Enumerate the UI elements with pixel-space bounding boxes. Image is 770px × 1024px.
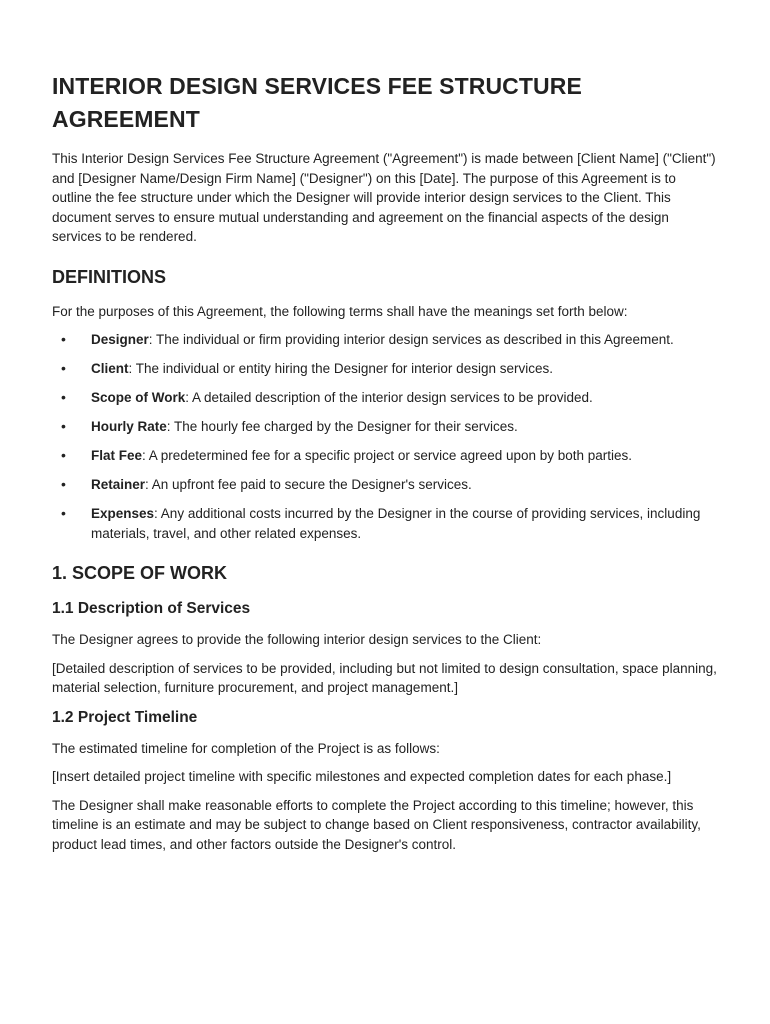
description-heading: 1.1 Description of Services: [52, 600, 251, 617]
document-title: INTERIOR DESIGN SERVICES FEE STRUCTURE AGREEMENT: [52, 73, 582, 132]
timeline-note: The Designer shall make reasonable efforts to complete the Project according to this timeline; however, this timeline is an estimate and may be subject to change based on Client responsiveness, contractor availability, product lead times, and other factors outside the Designer's control.: [52, 797, 701, 852]
bullet-icon: •: [61, 389, 66, 405]
definition-term: Hourly Rate: [91, 419, 167, 434]
definition-text: : A predetermined fee for a specific project or service agreed upon by both parties.: [142, 448, 633, 463]
intro-paragraph: This Interior Design Services Fee Structure Agreement ("Agreement") is made between [Client Name] ("Client") and [Designer Name/Design Firm Name] ("Designer") on this [Date]. The purpose of this Agreement is to outline the fee structure under which the Designer will provide interior design services to the Client. This document serves to ensure mutual understanding and agreement on the financial aspects of the design services to be rendered.: [52, 151, 716, 244]
definition-text: : The hourly fee charged by the Designer for their services.: [166, 419, 518, 434]
definition-term: Expenses: [91, 506, 155, 521]
definition-term: Retainer: [91, 477, 146, 492]
bullet-icon: •: [61, 418, 66, 434]
definition-item-flat-fee: [52, 446, 718, 466]
definition-text: : A detailed description of the interior design services to be provided.: [185, 390, 593, 405]
definition-item-client: [52, 359, 718, 379]
definition-item-expenses: [52, 504, 718, 543]
timeline-placeholder: [Insert detailed project timeline with specific milestones and expected completion dates for each phase.]: [52, 769, 672, 784]
definition-text: : The individual or firm providing interior design services as described in this Agreement.: [148, 332, 674, 347]
bullet-icon: •: [61, 447, 66, 463]
definitions-heading: DEFINITIONS: [52, 266, 167, 287]
definition-item-hourly-rate: [52, 417, 718, 437]
definition-text: : The individual or entity hiring the Designer for interior design services.: [128, 361, 553, 376]
description-lead: The Designer agrees to provide the following interior design services to the Client:: [52, 632, 542, 647]
scope-heading: 1. SCOPE OF WORK: [52, 563, 228, 583]
definition-term: Flat Fee: [91, 448, 143, 463]
definitions-list: [52, 330, 718, 543]
definition-term: Scope of Work: [91, 390, 186, 405]
bullet-icon: •: [61, 505, 66, 521]
definition-item-retainer: [52, 475, 718, 495]
definition-text: : An upfront fee paid to secure the Designer's services.: [145, 477, 472, 492]
definition-term: Client: [91, 361, 129, 376]
bullet-icon: •: [61, 331, 66, 347]
definition-term: Designer: [91, 332, 149, 347]
definition-text: : Any additional costs incurred by the Designer in the course of providing services, including materials, travel, and other related expenses.: [91, 506, 701, 541]
definition-item-designer: [52, 330, 718, 350]
definitions-lead: For the purposes of this Agreement, the following terms shall have the meanings set forth below:: [52, 303, 628, 319]
description-placeholder: [Detailed description of services to be provided, including but not limited to design consultation, space planning, material selection, furniture procurement, and project management.]: [52, 660, 717, 695]
timeline-lead: The estimated timeline for completion of the Project is as follows:: [52, 740, 440, 756]
definition-item-scope-of-work: [52, 388, 718, 408]
bullet-icon: •: [61, 476, 66, 492]
bullet-icon: •: [61, 360, 66, 376]
timeline-heading: 1.2 Project Timeline: [52, 708, 198, 726]
